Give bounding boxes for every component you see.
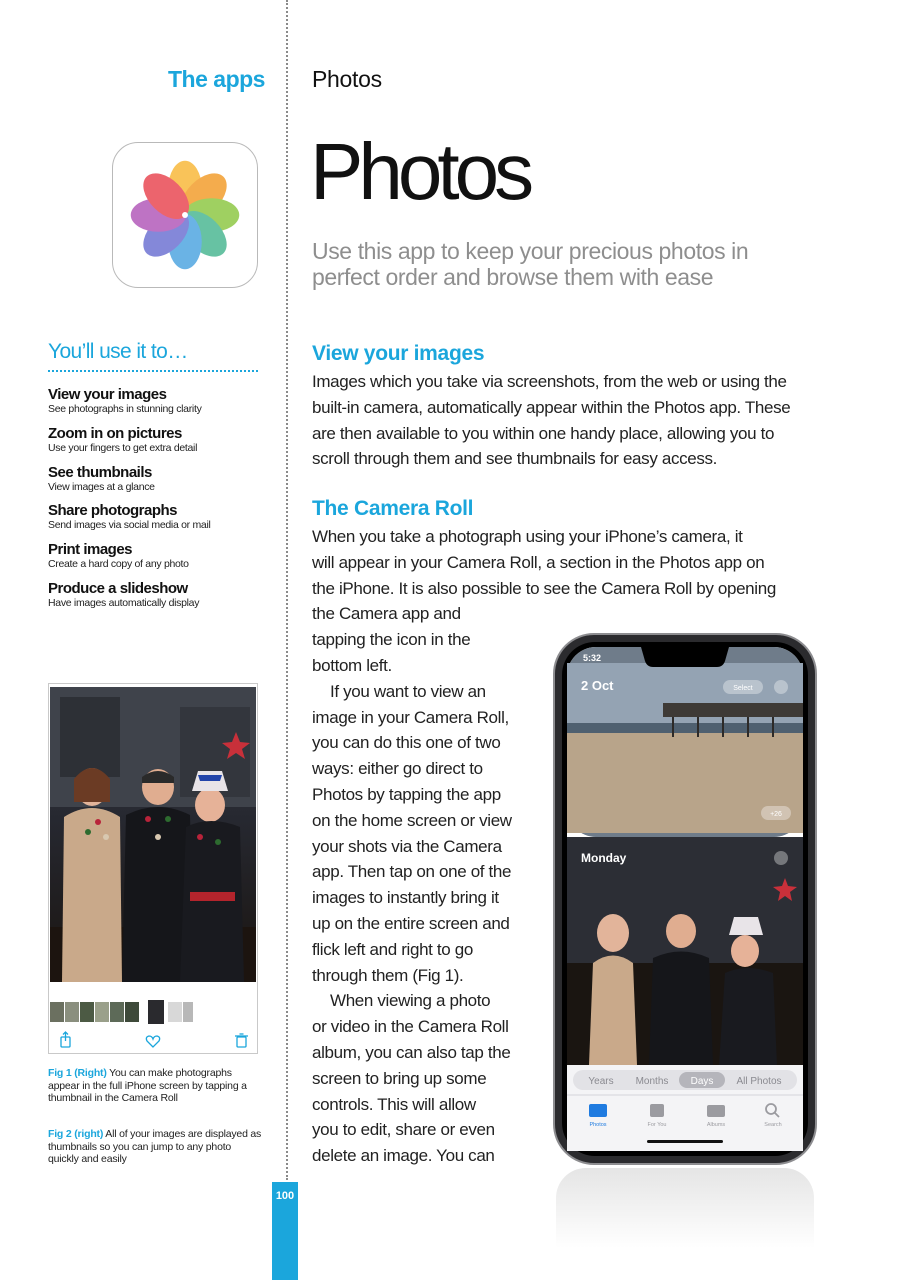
tab-photos-label[interactable]: Photos bbox=[589, 1122, 607, 1128]
party-photo bbox=[50, 687, 256, 982]
use-item bbox=[48, 425, 268, 464]
body-line: will appear in your Camera Roll, a section in the Photos app on bbox=[312, 552, 765, 572]
use-item-title: View your images bbox=[48, 386, 167, 403]
photos-tab-icon[interactable] bbox=[589, 1104, 607, 1117]
use-item-title: Produce a slideshow bbox=[48, 579, 188, 597]
use-item bbox=[48, 580, 268, 619]
section-label: The apps bbox=[168, 66, 265, 92]
tab-for-you-label[interactable]: For You bbox=[647, 1122, 667, 1128]
section-heading-camera-roll: The Camera Roll bbox=[312, 497, 474, 520]
use-item-desc: Create a hard copy of any photo bbox=[48, 558, 189, 571]
body-line: images to instantly bring it bbox=[312, 888, 499, 908]
standfirst-line: perfect order and browse them with ease bbox=[312, 264, 714, 290]
use-item-title: Share photographs bbox=[48, 502, 178, 520]
use-item bbox=[48, 502, 268, 541]
use-item bbox=[48, 541, 268, 580]
body-line: the Camera app and bbox=[312, 604, 461, 624]
body-line: album, you can also tap the bbox=[312, 1042, 511, 1062]
body-line: through them (Fig 1). bbox=[312, 965, 464, 985]
body-line: delete an image. You can bbox=[312, 1146, 495, 1166]
page-title: Photos bbox=[310, 127, 530, 216]
share-icon[interactable] bbox=[61, 1032, 70, 1047]
body-line: When you take a photograph using your iPhone’s camera, it bbox=[312, 527, 743, 546]
body-line: are then available to you within one handy place, allowing you to bbox=[312, 423, 775, 443]
use-item-desc: View images at a glance bbox=[48, 480, 155, 493]
standfirst bbox=[312, 238, 782, 290]
status-time: 5:32 bbox=[583, 653, 602, 663]
use-item-title: See thumbnails bbox=[48, 463, 152, 481]
view-images-paragraph bbox=[312, 369, 790, 472]
figure-2-iphone bbox=[553, 633, 817, 1165]
page-number: 100 bbox=[272, 1182, 298, 1280]
column-divider bbox=[286, 0, 288, 1180]
body-line: scroll through them and see thumbnails for easy access. bbox=[312, 449, 718, 469]
running-head: Photos bbox=[312, 66, 382, 92]
day-label: Monday bbox=[581, 851, 627, 865]
thumbnail-strip[interactable] bbox=[50, 1000, 256, 1024]
body-line: ways: either go direct to bbox=[312, 759, 483, 779]
segment-days[interactable]: Days bbox=[690, 1076, 714, 1087]
figure-2-text: All of your images are displayed as thumbnails so you can jump to any photo quickly and easily bbox=[48, 1128, 262, 1165]
body-line: Photos by tapping the app bbox=[312, 784, 501, 804]
body-line: built-in camera, automatically appear within the Photos app. These bbox=[312, 397, 791, 417]
photo-toolbar bbox=[49, 1028, 257, 1054]
body-line: If you want to view an bbox=[330, 681, 486, 701]
body-line: the iPhone. It is also possible to see the Camera Roll by opening bbox=[312, 578, 776, 598]
section-heading-view-images: View your images bbox=[312, 342, 485, 365]
use-item-desc: See photographs in stunning clarity bbox=[48, 403, 202, 415]
body-line: When viewing a photo bbox=[330, 991, 491, 1011]
use-item bbox=[48, 464, 268, 503]
heart-icon[interactable] bbox=[146, 1036, 159, 1047]
body-line: bottom left. bbox=[312, 655, 392, 675]
figure-2-caption bbox=[48, 1128, 263, 1166]
phone-reflection bbox=[556, 1168, 814, 1248]
more-photos-badge[interactable]: +26 bbox=[770, 811, 782, 818]
figure-1-label: Fig 1 (Right) bbox=[48, 1067, 107, 1079]
uses-heading: You’ll use it to… bbox=[48, 340, 258, 372]
body-line: screen to bring up some bbox=[312, 1068, 487, 1088]
use-item-desc: Use your fingers to get extra detail bbox=[48, 441, 198, 454]
use-item-title: Print images bbox=[48, 541, 133, 559]
body-line: app. Then tap on one of the bbox=[312, 862, 512, 882]
photos-flower-icon bbox=[113, 143, 257, 287]
body-line: you can do this one of two bbox=[312, 733, 501, 753]
albums-tab-icon[interactable] bbox=[707, 1105, 725, 1117]
figure-1-screenshot bbox=[48, 683, 258, 1054]
body-line: up on the entire screen and bbox=[312, 913, 510, 933]
figure-2-label: Fig 2 (right) bbox=[48, 1128, 104, 1140]
body-line: your shots via the Camera bbox=[312, 836, 502, 856]
use-item-desc: Have images automatically display bbox=[48, 596, 200, 609]
body-line: or video in the Camera Roll bbox=[312, 1017, 509, 1037]
photos-app-icon bbox=[112, 142, 258, 288]
use-item-desc: Send images via social media or mail bbox=[48, 519, 211, 532]
body-line: on the home screen or view bbox=[312, 810, 512, 830]
tab-search-label[interactable]: Search bbox=[764, 1122, 782, 1128]
for-you-tab-icon[interactable] bbox=[650, 1104, 664, 1117]
body-line: you to edit, share or even bbox=[312, 1120, 495, 1140]
uses-list bbox=[48, 386, 268, 619]
figure-1-caption bbox=[48, 1067, 263, 1105]
body-line: flick left and right to go bbox=[312, 939, 473, 959]
segment-years[interactable]: Years bbox=[588, 1076, 614, 1087]
body-line: tapping the icon in the bbox=[312, 630, 471, 650]
tab-albums-label[interactable]: Albums bbox=[706, 1122, 726, 1128]
trash-icon[interactable] bbox=[235, 1034, 248, 1047]
segment-months[interactable]: Months bbox=[635, 1076, 669, 1087]
body-line: controls. This will allow bbox=[312, 1094, 476, 1114]
segment-all-photos[interactable]: All Photos bbox=[736, 1076, 782, 1087]
body-line: image in your Camera Roll, bbox=[312, 707, 509, 727]
standfirst-line: Use this app to keep your precious photos in bbox=[312, 238, 749, 264]
use-item-title: Zoom in on pictures bbox=[48, 424, 182, 442]
select-button[interactable]: Select bbox=[733, 685, 753, 692]
date-label: 2 Oct bbox=[581, 678, 614, 693]
figure-1-text: You can make photographs appear in the full iPhone screen by tapping a thumbnail in the Camera Roll bbox=[48, 1067, 247, 1104]
body-line: Images which you take via screenshots, from the web or using the bbox=[312, 372, 787, 391]
use-item bbox=[48, 386, 268, 425]
